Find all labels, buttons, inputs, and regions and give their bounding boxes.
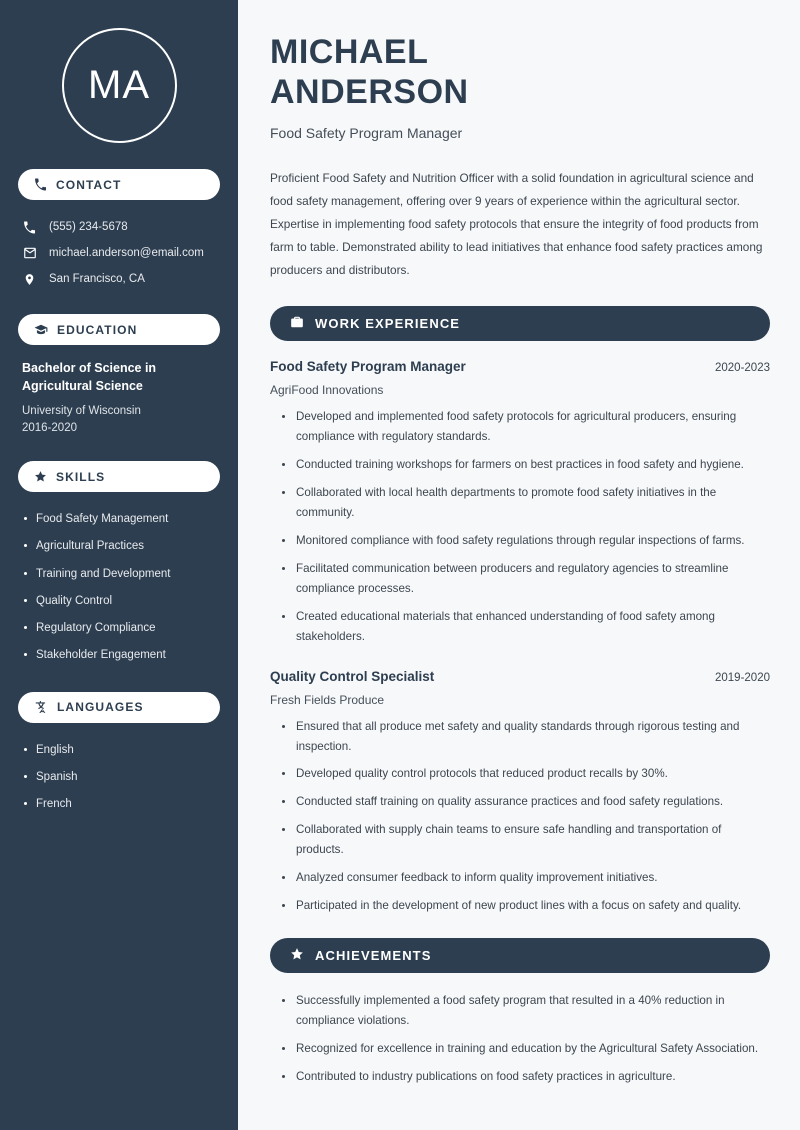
job-bullets	[270, 717, 770, 917]
list-item: Developed and implemented food safety protocols for agricultural producers, ensuring compliance with regulatory standards.	[282, 407, 770, 447]
first-name: MICHAEL	[270, 33, 429, 71]
list-item: Agricultural Practices	[22, 533, 216, 560]
star-icon	[34, 470, 47, 483]
contact-phone-value: (555) 234-5678	[49, 221, 128, 233]
list-item: English	[22, 737, 216, 764]
list-item: Food Safety Management	[22, 506, 216, 533]
section-label-contact: CONTACT	[56, 177, 122, 192]
job-dates: 2020-2023	[715, 362, 770, 375]
job-dates: 2019-2020	[715, 671, 770, 684]
job-header	[270, 359, 770, 374]
professional-summary: Proficient Food Safety and Nutrition Officer with a solid foundation in agricultural science and food safety management, offering over 9 years of experience within the agricultural sector. Expertise in implementing food safety protocols that ensure the integrity of food products from farm to table. Demonstrated ability to lead initiatives that enhance food safety practices among producers and distributors.	[270, 171, 763, 278]
phone-icon	[34, 178, 47, 191]
job-entry	[270, 669, 770, 917]
contact-list	[18, 214, 220, 292]
education-degree: Bachelor of Science in Agricultural Science	[22, 361, 157, 394]
avatar-wrap	[18, 0, 220, 169]
section-header-education	[18, 314, 220, 345]
job-company: AgriFood Innovations	[270, 383, 384, 398]
list-item: Successfully implemented a food safety program that resulted in a 40% reduction in compliance violations.	[282, 991, 770, 1031]
section-label-education: EDUCATION	[57, 322, 138, 337]
translate-icon	[34, 700, 48, 714]
list-item: Quality Control	[22, 588, 216, 615]
job-company: Fresh Fields Produce	[270, 692, 385, 707]
section-header-languages	[18, 692, 220, 723]
list-item: Created educational materials that enhanced understanding of food safety among stakeholders.	[282, 607, 770, 647]
job-entry	[270, 359, 770, 646]
phone-icon	[22, 221, 37, 234]
contact-location-value: San Francisco, CA	[49, 273, 145, 286]
list-item: Conducted staff training on quality assurance practices and food safety regulations.	[282, 792, 770, 812]
section-label-work-experience: WORK EXPERIENCE	[315, 316, 461, 332]
job-title: Food Safety Program Manager	[270, 359, 466, 375]
section-header-contact	[18, 169, 220, 200]
job-title: Quality Control Specialist	[270, 668, 435, 684]
list-item: Facilitated communication between producers and regulatory agencies to streamline compliance processes.	[282, 559, 770, 599]
list-item: Developed quality control protocols that reduced product recalls by 30%.	[282, 764, 770, 784]
location-pin-icon	[22, 273, 37, 286]
list-item: Participated in the development of new product lines with a focus on safety and quality.	[282, 896, 770, 916]
list-item: Training and Development	[22, 561, 216, 588]
education-years: 2016-2020	[22, 421, 77, 434]
list-item: Contributed to industry publications on food safety practices in agriculture.	[282, 1067, 770, 1087]
skills-list	[18, 506, 220, 670]
education-school: University of Wisconsin	[22, 404, 141, 417]
job-header	[270, 669, 770, 684]
main-content	[238, 0, 800, 1130]
achievements-list	[270, 991, 770, 1087]
list-item: Analyzed consumer feedback to inform quality improvement initiatives.	[282, 868, 770, 888]
job-title-subtitle: Food Safety Program Manager	[270, 125, 463, 142]
section-header-work-experience	[270, 306, 770, 341]
section-header-achievements	[270, 938, 770, 973]
list-item: Ensured that all produce met safety and quality standards through rigorous testing and inspection.	[282, 717, 770, 757]
envelope-icon	[22, 246, 37, 260]
contact-phone	[18, 214, 220, 240]
briefcase-icon	[290, 315, 304, 332]
section-label-achievements: ACHIEVEMENTS	[315, 948, 432, 964]
page-title	[270, 32, 770, 112]
list-item: Collaborated with local health departments to promote food safety initiatives in the community.	[282, 483, 770, 523]
section-label-skills: SKILLS	[56, 469, 106, 484]
avatar: MA	[62, 28, 177, 143]
star-icon	[290, 947, 304, 964]
list-item: French	[22, 791, 216, 818]
list-item: Recognized for excellence in training and education by the Agricultural Safety Association.	[282, 1039, 770, 1059]
list-item: Conducted training workshops for farmers on best practices in food safety and hygiene.	[282, 455, 770, 475]
languages-list	[18, 737, 220, 819]
graduation-cap-icon	[34, 323, 48, 337]
sidebar	[0, 0, 238, 1130]
contact-email	[18, 240, 220, 266]
section-header-skills	[18, 461, 220, 492]
list-item: Spanish	[22, 764, 216, 791]
list-item: Collaborated with supply chain teams to ensure safe handling and transportation of products.	[282, 820, 770, 860]
list-item: Regulatory Compliance	[22, 615, 216, 642]
section-label-languages: LANGUAGES	[57, 700, 144, 715]
last-name: ANDERSON	[270, 73, 469, 112]
list-item: Monitored compliance with food safety regulations through regular inspections of farms.	[282, 531, 770, 551]
list-item: Stakeholder Engagement	[22, 642, 216, 669]
job-bullets	[270, 407, 770, 646]
contact-location	[18, 266, 220, 292]
education-block	[18, 359, 220, 437]
contact-email-value: michael.anderson@email.com	[49, 247, 204, 260]
